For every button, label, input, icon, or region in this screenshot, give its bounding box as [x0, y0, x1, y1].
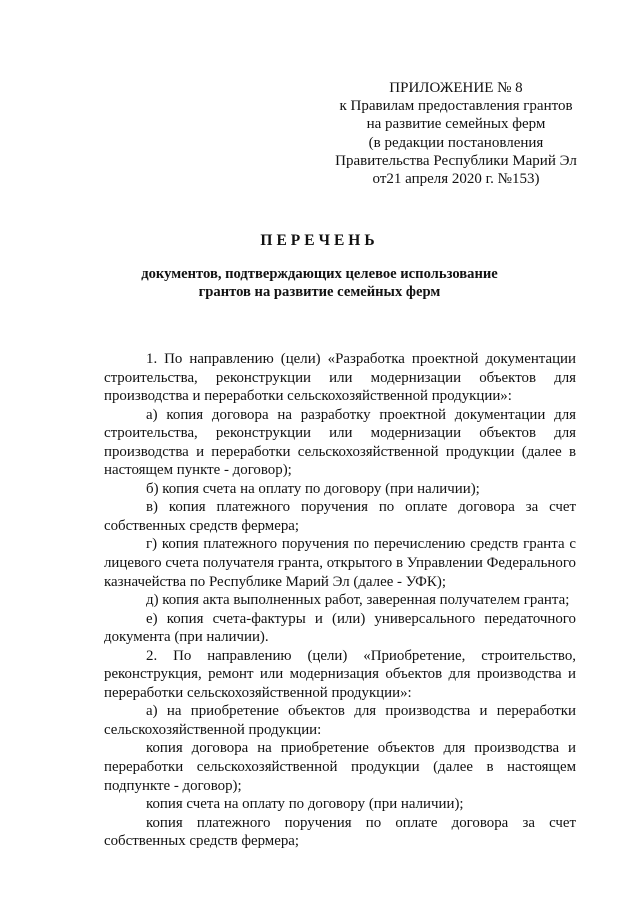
paragraph-1a: а) копия договора на разработку проектной документации для строительства, реконструкции или модернизации объектов для производства и переработки сельскохозяйственной продукции (далее в настоящем пункте - договор);: [104, 406, 576, 479]
paragraph-2a-item-3: копия платежного поручения по оплате договора за счет собственных средств фермера;: [104, 814, 576, 850]
paragraph-2: 2. По направлению (цели) «Приобретение, строительство, реконструкция, ремонт или модернизация объектов для производства и переработки сельскохозяйственной продукции»:: [104, 647, 576, 701]
appendix-date-number: от21 апреля 2020 г. №153): [372, 171, 540, 188]
document-title: ПЕРЕЧЕНЬ: [260, 232, 379, 249]
paragraph-2a-item-2: копия счета на оплату по договору (при наличии);: [146, 796, 464, 813]
document-body: [104, 350, 576, 851]
appendix-edition-note: (в редакции постановления: [368, 134, 544, 151]
appendix-rules-ref: к Правилам предоставления грантов: [339, 98, 573, 115]
paragraph-2a-item-1: копия договора на приобретение объектов для производства и переработки сельскохозяйственной продукции (далее в настоящем подпункте - договор);: [104, 740, 576, 794]
paragraph-2a: а) на приобретение объектов для производства и переработки сельскохозяйственной продукции:: [104, 703, 576, 738]
appendix-rules-ref-cont: на развитие семейных ферм: [366, 116, 546, 133]
appendix-header: [326, 79, 586, 188]
document-subtitle: [0, 265, 639, 301]
appendix-government: Правительства Республики Марий Эл: [335, 152, 577, 169]
paragraph-1c: в) копия платежного поручения по оплате договора за счет собственных средств фермера;: [104, 499, 576, 534]
subtitle-line-2: грантов на развитие семейных ферм: [198, 284, 441, 300]
paragraph-1d: г) копия платежного поручения по перечислению средств гранта с лицевого счета получателя гранта, открытого в Управлении Федерального казначейства по Республике Марий Эл (далее - УФК);: [104, 536, 576, 590]
paragraph-1e: д) копия акта выполненных работ, заверенная получателем гранта;: [146, 592, 570, 609]
paragraph-1f: е) копия счета-фактуры и (или) универсального передаточного документа (при наличии).: [104, 610, 576, 646]
appendix-number: ПРИЛОЖЕНИЕ № 8: [389, 80, 523, 96]
paragraph-1b: б) копия счета на оплату по договору (при наличии);: [146, 480, 480, 497]
paragraph-1: 1. По направлению (цели) «Разработка проектной документации строительства, реконструкции или модернизации объектов для производства и переработки сельскохозяйственной продукции»:: [104, 351, 576, 405]
subtitle-line-1: документов, подтверждающих целевое использование: [141, 266, 498, 282]
